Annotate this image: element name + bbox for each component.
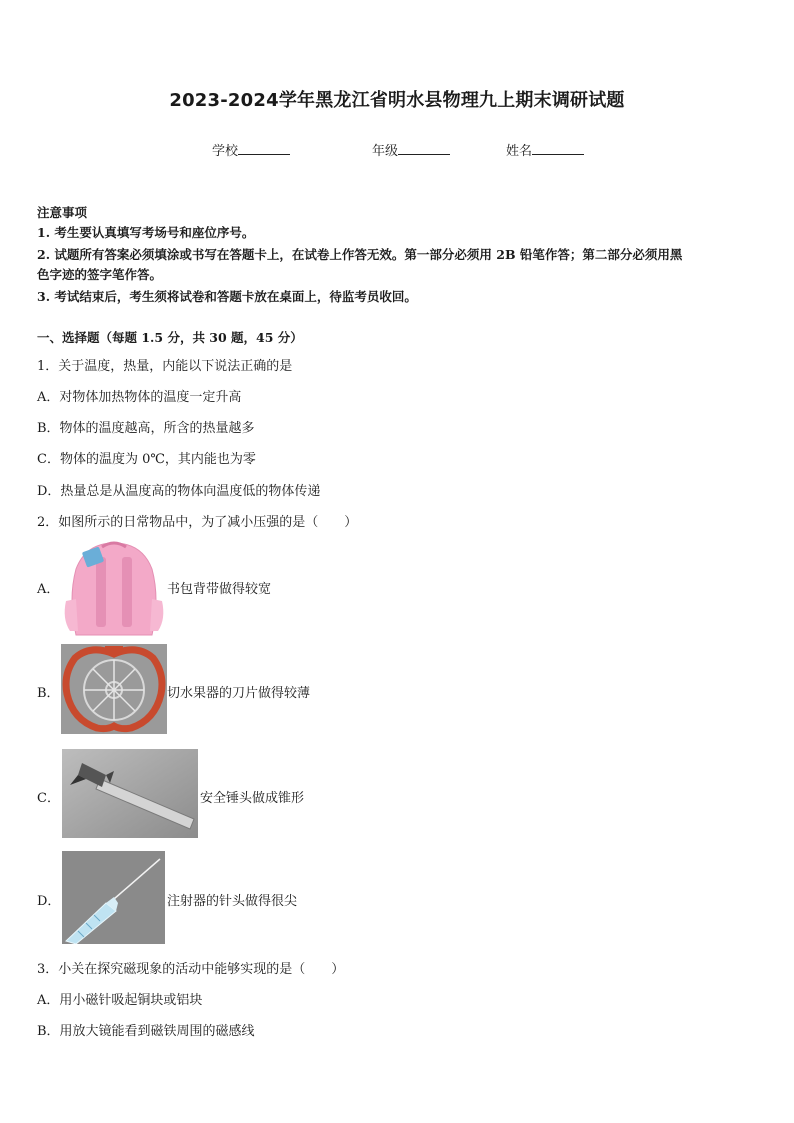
grade-label: 年级 — [372, 144, 399, 159]
question-2-option-b-label: B． — [37, 686, 60, 701]
name-blank — [532, 142, 584, 155]
question-2-option-c-text: 安全锤头做成锥形 — [200, 791, 305, 806]
syringe-image — [62, 851, 165, 944]
question-1-option-b: B．物体的温度越高，所含的热量越多 — [37, 421, 255, 436]
grade-blank — [398, 142, 450, 155]
name-field — [506, 140, 584, 159]
notice-heading: 注意事项 — [37, 205, 88, 220]
school-field — [212, 140, 290, 159]
question-3-option-a: A．用小磁针吸起铜块或铝块 — [37, 993, 203, 1008]
question-3-stem: 3．小关在探究磁现象的活动中能够实现的是（ ） — [37, 962, 345, 977]
page-title: 2023-2024学年黑龙江省明水县物理九上期末调研试题 — [169, 90, 625, 111]
notice-item: 1. 考生要认真填写考场号和座位序号。 — [37, 225, 255, 240]
question-2-option-d-label: D． — [37, 894, 61, 909]
question-2-option-d-text: 注射器的针头做得很尖 — [167, 894, 298, 909]
question-1-option-c: C．物体的温度为 0℃，其内能也为零 — [37, 452, 256, 467]
question-2-stem: 2．如图所示的日常物品中，为了减小压强的是（ ） — [37, 515, 358, 530]
question-2-option-c-label: C． — [37, 791, 60, 806]
notice-item: 2. 试题所有答案必须填涂或书写在答题卡上，在试卷上作答无效。第一部分必须用 2B 铅笔作答；第二部分必须用黑 — [37, 247, 683, 262]
grade-field — [372, 140, 450, 159]
name-label: 姓名 — [506, 144, 533, 159]
fruit-slicer-image — [61, 644, 167, 734]
school-label: 学校 — [212, 144, 239, 159]
safety-hammer-image — [62, 749, 198, 838]
question-1-option-d: D．热量总是从温度高的物体向温度低的物体传递 — [37, 484, 321, 499]
question-2-option-b-text: 切水果器的刀片做得较薄 — [167, 686, 311, 701]
question-1-stem: 1．关于温度，热量，内能以下说法正确的是 — [37, 359, 293, 374]
question-3-option-b: B．用放大镜能看到磁铁周围的磁感线 — [37, 1024, 255, 1039]
question-2-option-a-label: A． — [37, 582, 60, 597]
section-heading: 一、选择题（每题 1.5 分，共 30 题，45 分） — [37, 330, 303, 345]
backpack-image — [62, 539, 166, 639]
school-blank — [238, 142, 290, 155]
question-2-option-a-text: 书包背带做得较宽 — [167, 582, 272, 597]
notice-item: 色字迹的签字笔作答。 — [37, 267, 163, 282]
question-1-option-a: A．对物体加热物体的温度一定升高 — [37, 390, 242, 405]
notice-item: 3. 考试结束后，考生须将试卷和答题卡放在桌面上，待监考员收回。 — [37, 289, 417, 304]
